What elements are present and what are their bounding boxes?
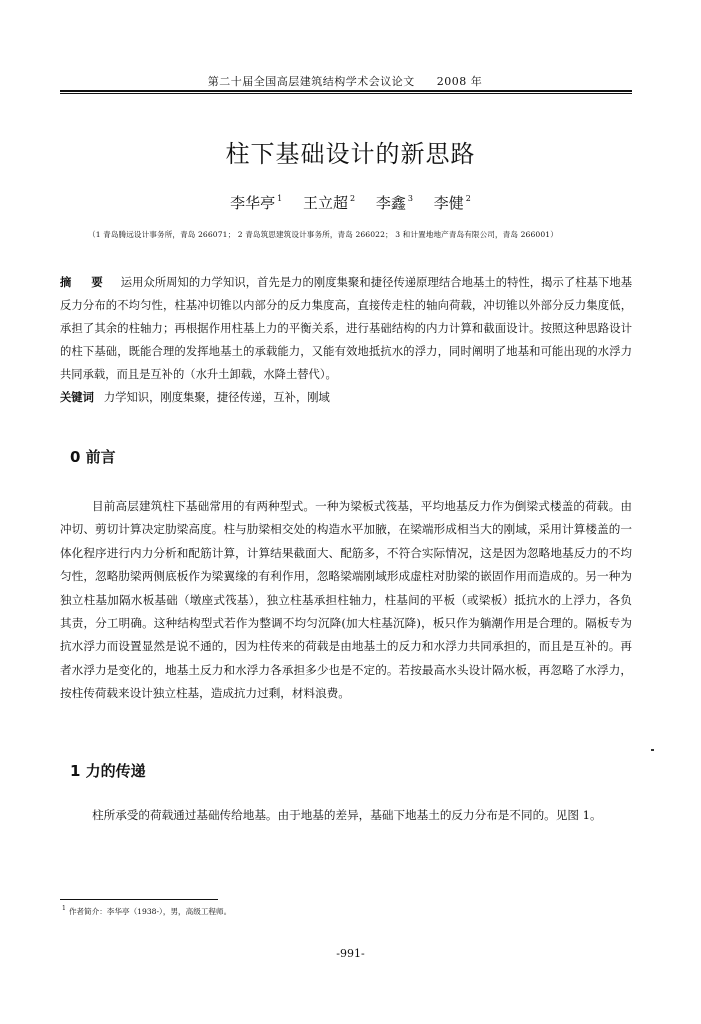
keywords-label: 关键词: [60, 390, 94, 404]
page-number: -991-: [336, 947, 365, 960]
author-list: [0, 192, 701, 213]
running-header: [60, 73, 630, 89]
keywords-text: 力学知识，刚度集聚，捷径传递，互补，刚域: [103, 391, 330, 404]
author: 李鑫 $^3$: [375, 194, 413, 212]
affiliations: （1 青岛腾远设计事务所，青岛 266071； 2 青岛筑思建筑设计事务所，青岛 266022； 3 和计置地地产青岛有限公司，青岛 266001）: [88, 230, 558, 239]
paper-title: 柱下基础设计的新思路: [225, 140, 476, 168]
keywords: [60, 389, 632, 405]
abstract: [60, 271, 632, 386]
section-heading: 0 前言: [70, 448, 116, 466]
header-year: 2008 年: [436, 75, 483, 88]
footnote: $^1$ 作者简介：李华亭（1938-），男，高级工程师。: [62, 905, 232, 916]
body-paragraph: 目前高层建筑柱下基础常用的有两种型式。一种为梁板式筏基，平均地基反力作为倒梁式楼盖的荷载。由冲切、剪切计算决定肋梁高度。柱与肋梁相交处的构造水平加腋，在梁端形成相当大的刚域，采用计算楼盖的一体化程序进行内力分析和配筋计算，计算结果截面大、配筋多，不符合实际情况，这是因为忽略地基反力的不均匀性，忽略肋梁两侧底板作为梁翼缘的有利作用，忽略梁端刚域形成虚柱对肋梁的嵌固作用而造成的。另一种为独立柱基加隔水板基础（墩座式筏基），独立柱基承担柱轴力，柱基间的平板（或梁板）抵抗水的上浮力，各负其责，分工明确。这种结构型式若作为整调不均匀沉降(加大柱基沉降)，板只作为躺潮作用是合理的。隔板专为抗水浮力而设置显然是说不通的，因为柱传来的荷载是由地基土的反力和水浮力共同承担的，而且是互补的。再者水浮力是变化的，地基土反力和水浮力各承担多少也是不定的。若按最高水头设计隔水板，再忽略了水浮力，按柱传荷载来设计独立柱基，造成抗力过剩，材料浪费。: [60, 499, 632, 701]
author: 王立超 $^2$: [303, 194, 356, 212]
header-text: 第二十届全国高层建筑结构学术会议论文: [207, 75, 415, 88]
body-paragraph: 柱所承受的荷载通过基础传给地基。由于地基的差异，基础下地基土的反力分布是不同的。见图 1。: [92, 808, 602, 822]
author: 李华亭 $^1$: [230, 194, 283, 212]
author: 李健 $^2$: [433, 194, 471, 212]
footnote-rule: [60, 899, 218, 900]
scan-speck: [651, 749, 654, 751]
abstract-text: 运用众所周知的力学知识，首先是力的刚度集聚和捷径传递原理结合地基土的特性，揭示了柱基下地基反力分布的不均匀性，柱基冲切锥以内部分的反力集度高，直接传走柱的轴向荷载，冲切锥以外部分反力集度低，承担了其余的柱轴力；再根据作用柱基上力的平衡关系，进行基础结构的内力计算和截面设计。按照这种思路设计的柱下基础，既能合理的发挥地基土的承载能力，又能有效地抵抗水的浮力，同时阐明了地基和可能出现的水浮力共同承载，而且是互补的（水升土卸载，水降土替代）。: [60, 276, 632, 381]
abstract-label: 摘 要: [60, 275, 111, 289]
section-heading: 1 力的传递: [70, 762, 146, 780]
header-rule-thin: [60, 93, 632, 94]
header-rule-thick: [60, 90, 632, 92]
